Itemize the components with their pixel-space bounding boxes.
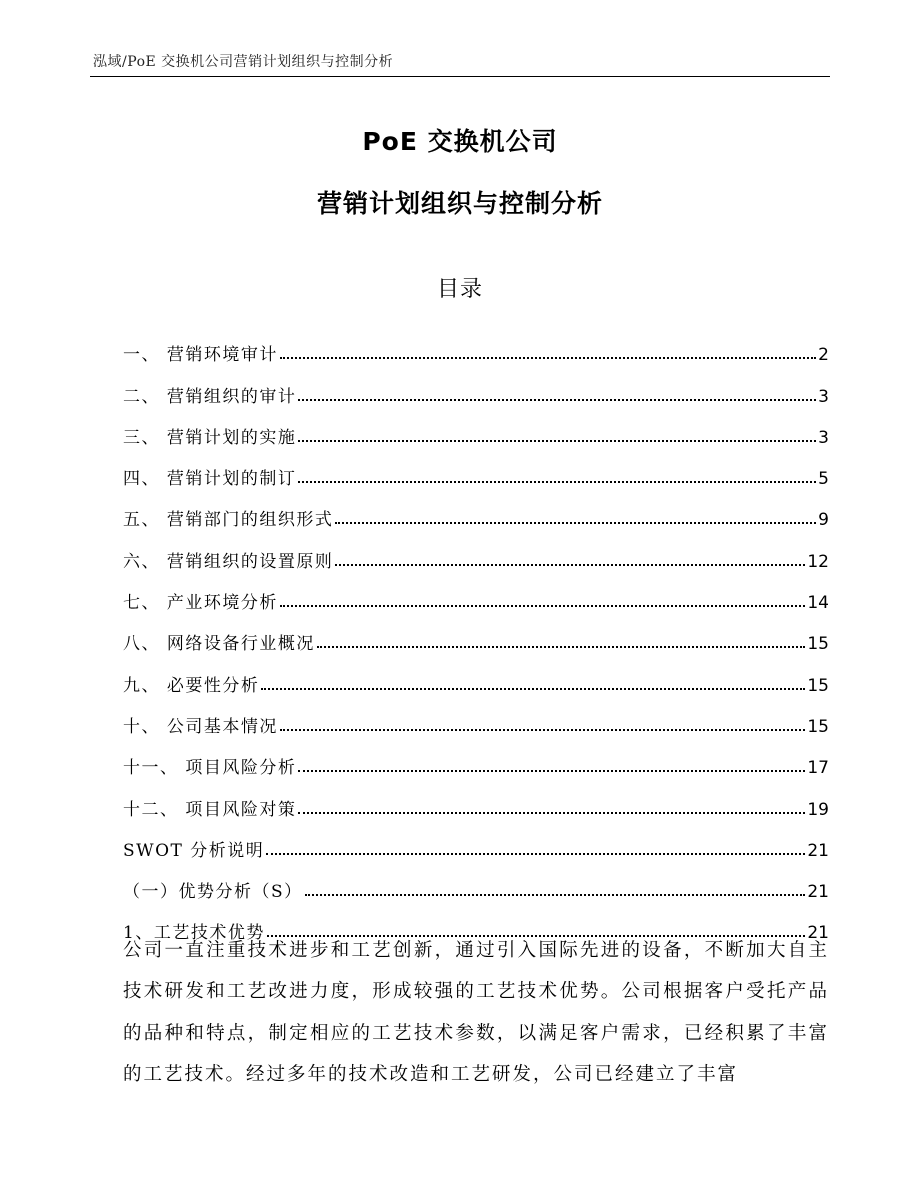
toc-entry[interactable] xyxy=(123,778,829,819)
toc-entry-page: 21 xyxy=(807,882,829,903)
document-title-line2: 营销计划组织与控制分析 xyxy=(316,189,603,218)
toc-entry-page: 15 xyxy=(807,675,829,696)
toc-leader-dots xyxy=(305,894,806,896)
toc-entry-page: 2 xyxy=(818,345,829,366)
toc-entry[interactable] xyxy=(123,737,829,778)
toc-leader-dots xyxy=(280,605,805,607)
toc-entry[interactable] xyxy=(123,407,829,448)
toc-entry[interactable] xyxy=(123,489,829,530)
toc-leader-dots xyxy=(298,812,805,814)
toc-entry-label: 十一、 项目风险分析 xyxy=(123,758,297,779)
toc-entry[interactable] xyxy=(123,572,829,613)
toc-entry[interactable] xyxy=(123,324,829,365)
toc-entry-label: 八、 网络设备行业概况 xyxy=(123,634,315,655)
toc-entry-label: 十、 公司基本情况 xyxy=(123,716,278,737)
toc-entry[interactable] xyxy=(123,654,829,695)
toc-leader-dots xyxy=(298,440,816,442)
toc-entry[interactable] xyxy=(123,613,829,654)
toc-entry[interactable] xyxy=(123,696,829,737)
header-divider xyxy=(90,76,830,77)
page-header: 泓域/PoE 交换机公司营销计划组织与控制分析 xyxy=(93,54,394,70)
toc-leader-dots xyxy=(266,853,805,855)
toc-entry-page: 14 xyxy=(807,593,829,614)
toc-entry-page: 3 xyxy=(818,386,829,407)
toc-leader-dots xyxy=(298,399,816,401)
toc-entry-label: SWOT 分析说明 xyxy=(123,840,265,861)
body-paragraph: 公司一直注重技术进步和工艺创新，通过引入国际先进的设备，不断加大自主技术研发和工艺改进力度，形成较强的工艺技术优势。公司根据客户受托产品的品种和特点，制定相应的工艺技术参数，以满足客户需求，已经积累了丰富的工艺技术。经过多年的技术改造和工艺研发，公司已经建立了丰富 xyxy=(123,940,829,1085)
toc-entry-page: 19 xyxy=(807,799,829,820)
toc-entry-page: 15 xyxy=(807,716,829,737)
toc-entry-label: 二、 营销组织的审计 xyxy=(123,386,297,407)
toc-entry[interactable] xyxy=(123,861,829,902)
toc-entry[interactable] xyxy=(123,448,829,489)
toc-entry-label: 七、 产业环境分析 xyxy=(123,593,278,614)
toc-entry-page: 12 xyxy=(807,551,829,572)
toc-leader-dots xyxy=(280,357,816,359)
toc-entry-label: 1、工艺技术优势 xyxy=(123,923,265,944)
toc-entry-label: 五、 营销部门的组织形式 xyxy=(123,510,334,531)
toc-entry-page: 9 xyxy=(818,510,829,531)
toc-entry-label: 四、 营销计划的制订 xyxy=(123,469,297,490)
toc-entry-label: 三、 营销计划的实施 xyxy=(123,427,297,448)
toc-entry-page: 21 xyxy=(807,923,829,944)
toc-entry-label: （一）优势分析（S） xyxy=(123,882,303,903)
toc-heading: 目录 xyxy=(436,277,483,302)
toc-entry[interactable] xyxy=(123,820,829,861)
toc-entry-label: 十二、 项目风险对策 xyxy=(123,799,297,820)
toc-leader-dots xyxy=(298,770,805,772)
toc-entry-page: 3 xyxy=(818,427,829,448)
toc-leader-dots xyxy=(317,646,805,648)
toc-entry-page: 15 xyxy=(807,634,829,655)
toc-leader-dots xyxy=(335,522,816,524)
toc-entry[interactable] xyxy=(123,365,829,406)
toc-entry-label: 九、 必要性分析 xyxy=(123,675,260,696)
toc-entry[interactable] xyxy=(123,530,829,571)
document-title-line1: PoE 交换机公司 xyxy=(362,127,558,156)
table-of-contents xyxy=(123,324,829,943)
toc-entry-page: 17 xyxy=(807,758,829,779)
toc-entry-label: 一、 营销环境审计 xyxy=(123,345,278,366)
toc-leader-dots xyxy=(261,688,805,690)
toc-entry-page: 5 xyxy=(818,469,829,490)
toc-entry-label: 六、 营销组织的设置原则 xyxy=(123,551,334,572)
toc-entry-page: 21 xyxy=(807,840,829,861)
toc-leader-dots xyxy=(298,481,816,483)
toc-leader-dots xyxy=(280,729,805,731)
toc-leader-dots xyxy=(335,564,805,566)
